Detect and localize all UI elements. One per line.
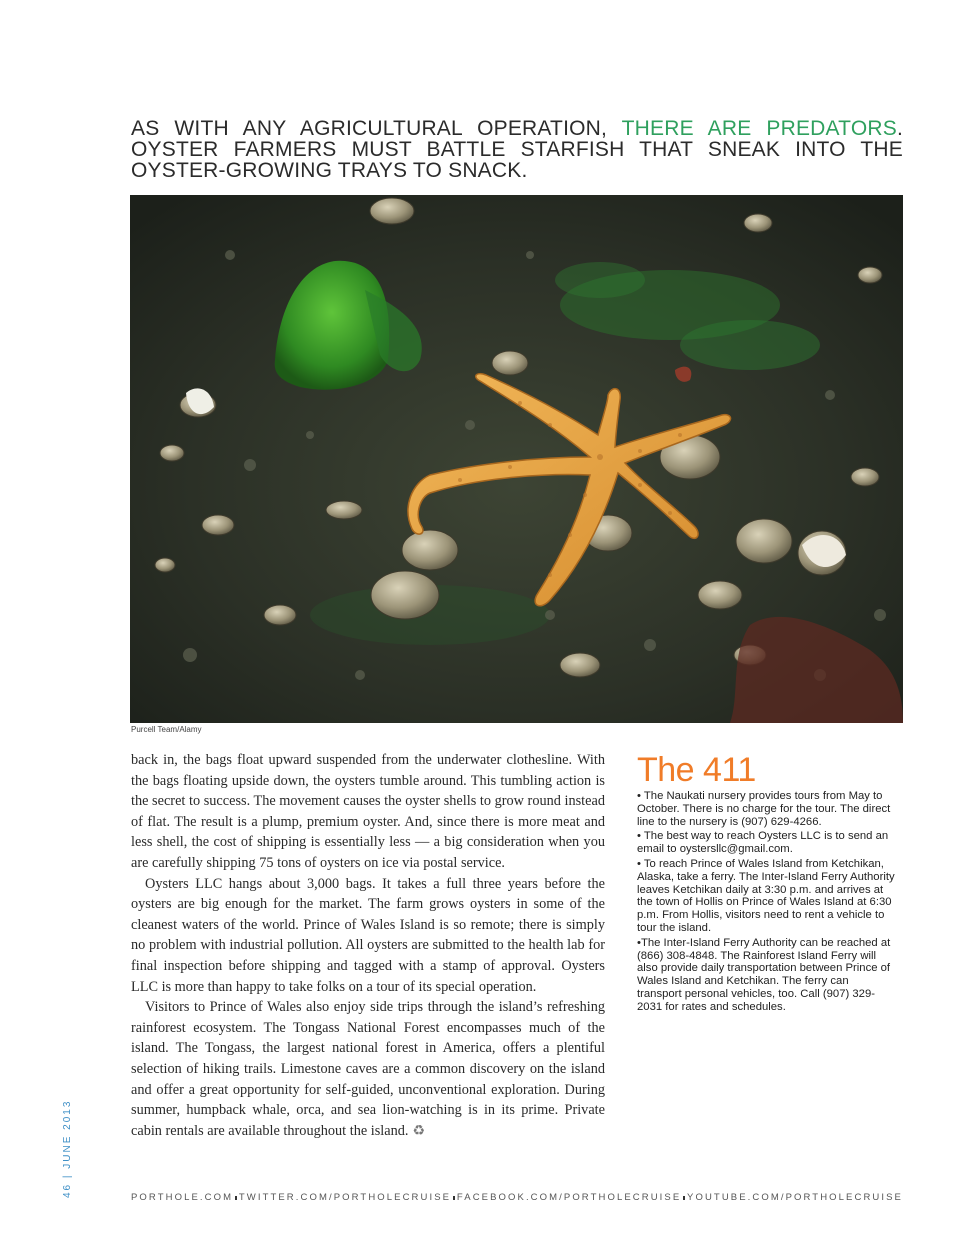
sidebar-item: •The Inter-Island Ferry Authority can be reached at (866) 308-4848. The Rainforest Island Ferry will also provide daily transportation between Prince of Wales Island and Ketchikan. The ferry can transport personal vehicles, too. Call (907) 329-2031 for rates and schedules. <box>637 936 891 1013</box>
sidebar-title: The 411 <box>637 751 756 789</box>
headline <box>131 118 903 181</box>
body-paragraph-2: Oysters LLC hangs about 3,000 bags. It takes a full three years before the oysters are big enough for the market. The farm grows oysters in some of the cleanest waters of the world. Prince of Wales Island is so remote; there is simply no problem with industrial pollution. All oysters are submitted to the health lab for final inspection before shipping and tagged with a stamp of approval. Oysters LLC is more than happy to take folks on a tour of its special operation. <box>131 875 605 995</box>
footer-link-twitter[interactable]: TWITTER.COM/PORTHOLECRUISE <box>238 1192 452 1203</box>
starfish-photo <box>130 195 903 723</box>
headline-part1: AS WITH ANY AGRICULTURAL OPERATION, <box>131 117 622 140</box>
footer-link-facebook[interactable]: FACEBOOK.COM/PORTHOLECRUISE <box>456 1192 682 1203</box>
starfish-photo-icon <box>130 195 903 723</box>
folio-text: 46 | JUNE 2013 <box>62 1099 73 1198</box>
sidebar-item: • To reach Prince of Wales Island from Ketchikan, Alaska, take a ferry. The Inter-Island Ferry Authority leaves Ketchikan daily at 3:30 p.m. and arrives at the town of Hollis on Prince of Wales Island at 6:30 p.m. From Hollis, visitors need to rent a vehicle to tour the island. <box>637 857 895 934</box>
folio <box>52 1099 82 1205</box>
article-body <box>131 750 605 1142</box>
footer-link-youtube[interactable]: YOUTUBE.COM/PORTHOLECRUISE <box>687 1192 903 1203</box>
recycle-icon: ♻ <box>412 1123 426 1139</box>
footer-link-porthole[interactable]: PORTHOLE.COM <box>131 1192 234 1203</box>
body-paragraph-3-text: Visitors to Prince of Wales also enjoy side trips through the island’s refreshing rainforest ecosystem. The Tongass National Forest encompasses much of the island. The Tongass, the largest national forest in America, offers a plentiful selection of hiking trails. Limestone caves are a common discovery on the island and offer a great opportunity for self-guided, unconventional exploration. During summer, humpback whale, orca, and sea lion-watching is in its prime. Private cabin rentals are available throughout the island. <box>131 999 605 1139</box>
body-paragraph-1: back in, the bags float upward suspended from the underwater clothesline. With the bags floating upside down, the oysters tumble around. This tumbling action is the secret to success. The movement causes the oyster shells to grow round instead of flat. The result is a plump, premium oyster. And, since there is more meat and less shell, the cost of shipping is essentially less — a big consideration when you are carefully shipping 75 tons of oysters on ice via postal service. <box>131 752 605 871</box>
footer-separator <box>683 1196 685 1200</box>
sidebar-item: • The Naukati nursery provides tours from May to October. There is no charge for the tour. The direct line to the nursery is (907) 629-4266. <box>637 790 891 828</box>
headline-part2: . OYSTER FARMERS MUST BATTLE STARFISH THAT SNEAK INTO THE OYSTER-GROWING TRAYS TO SNACK. <box>131 117 903 182</box>
footer-separator <box>453 1196 455 1200</box>
body-paragraph-3 <box>131 997 605 1142</box>
headline-accent: THERE ARE PREDATORS <box>621 117 897 140</box>
footer-separator <box>235 1196 237 1200</box>
photo-credit: Purcell Team/Alamy <box>131 725 202 734</box>
sidebar-the-411 <box>637 752 895 1016</box>
footer <box>131 1192 903 1203</box>
sidebar-item: • The best way to reach Oysters LLC is to send an email to oystersllc@gmail.com. <box>637 830 889 856</box>
